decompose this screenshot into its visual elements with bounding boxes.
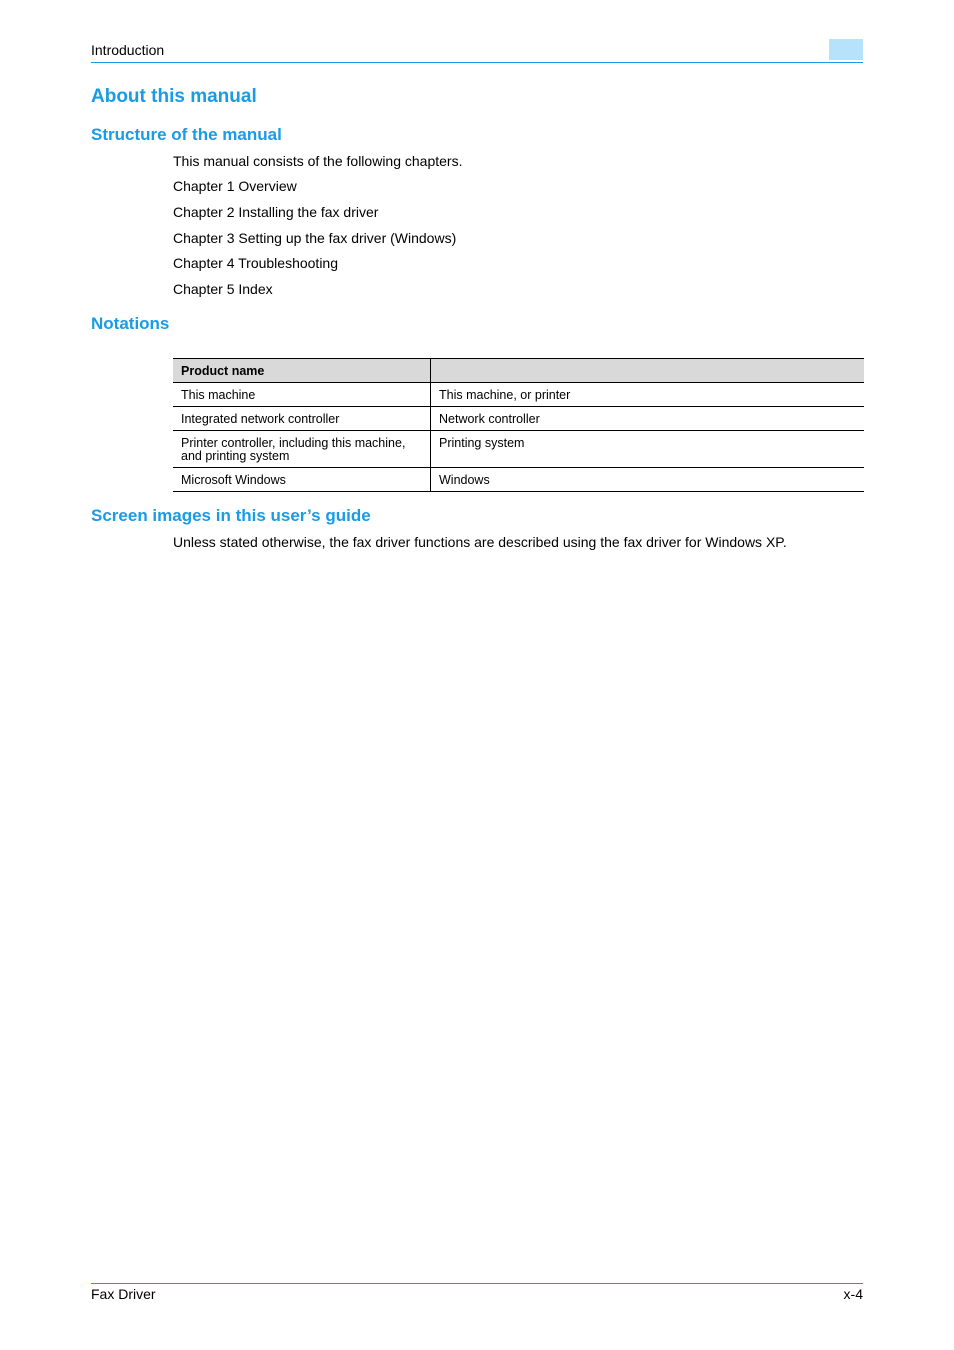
table-row bbox=[173, 407, 864, 431]
table-row bbox=[173, 431, 864, 468]
footer-page-number: x-4 bbox=[843, 1286, 863, 1302]
header-tab-marker bbox=[829, 39, 863, 60]
column-header bbox=[431, 359, 865, 383]
screen-images-text: Unless stated otherwise, the fax driver functions are described using the fax driver for Windows XP. bbox=[173, 534, 787, 550]
table-cell: Printer controller, including this machine, and printing system bbox=[173, 431, 431, 468]
page-title: About this manual bbox=[91, 86, 257, 107]
table-row bbox=[173, 468, 864, 492]
chapter-item: Chapter 2 Installing the fax driver bbox=[173, 204, 379, 220]
structure-heading: Structure of the manual bbox=[91, 125, 282, 144]
notations-heading: Notations bbox=[91, 314, 170, 333]
notations-table bbox=[173, 358, 864, 492]
footer-divider bbox=[91, 1283, 863, 1284]
header-section-title: Introduction bbox=[91, 42, 165, 58]
table-cell: Network controller bbox=[431, 407, 865, 431]
chapter-item: Chapter 1 Overview bbox=[173, 178, 297, 194]
table-cell: Microsoft Windows bbox=[173, 468, 431, 492]
chapter-item: Chapter 4 Troubleshooting bbox=[173, 255, 338, 271]
table-cell: Printing system bbox=[431, 431, 865, 468]
screen-images-heading: Screen images in this user’s guide bbox=[91, 506, 371, 525]
table-header-row bbox=[173, 359, 864, 383]
structure-intro: This manual consists of the following chapters. bbox=[173, 153, 463, 169]
footer-manual-name: Fax Driver bbox=[91, 1286, 156, 1302]
table-row bbox=[173, 383, 864, 407]
column-header: Product name bbox=[173, 359, 431, 383]
chapter-item: Chapter 3 Setting up the fax driver (Windows) bbox=[173, 230, 457, 246]
table-cell: Windows bbox=[431, 468, 865, 492]
table-cell: This machine, or printer bbox=[431, 383, 865, 407]
chapter-item: Chapter 5 Index bbox=[173, 281, 273, 297]
header-divider bbox=[91, 62, 863, 63]
table-cell: Integrated network controller bbox=[173, 407, 431, 431]
table-cell: This machine bbox=[173, 383, 431, 407]
